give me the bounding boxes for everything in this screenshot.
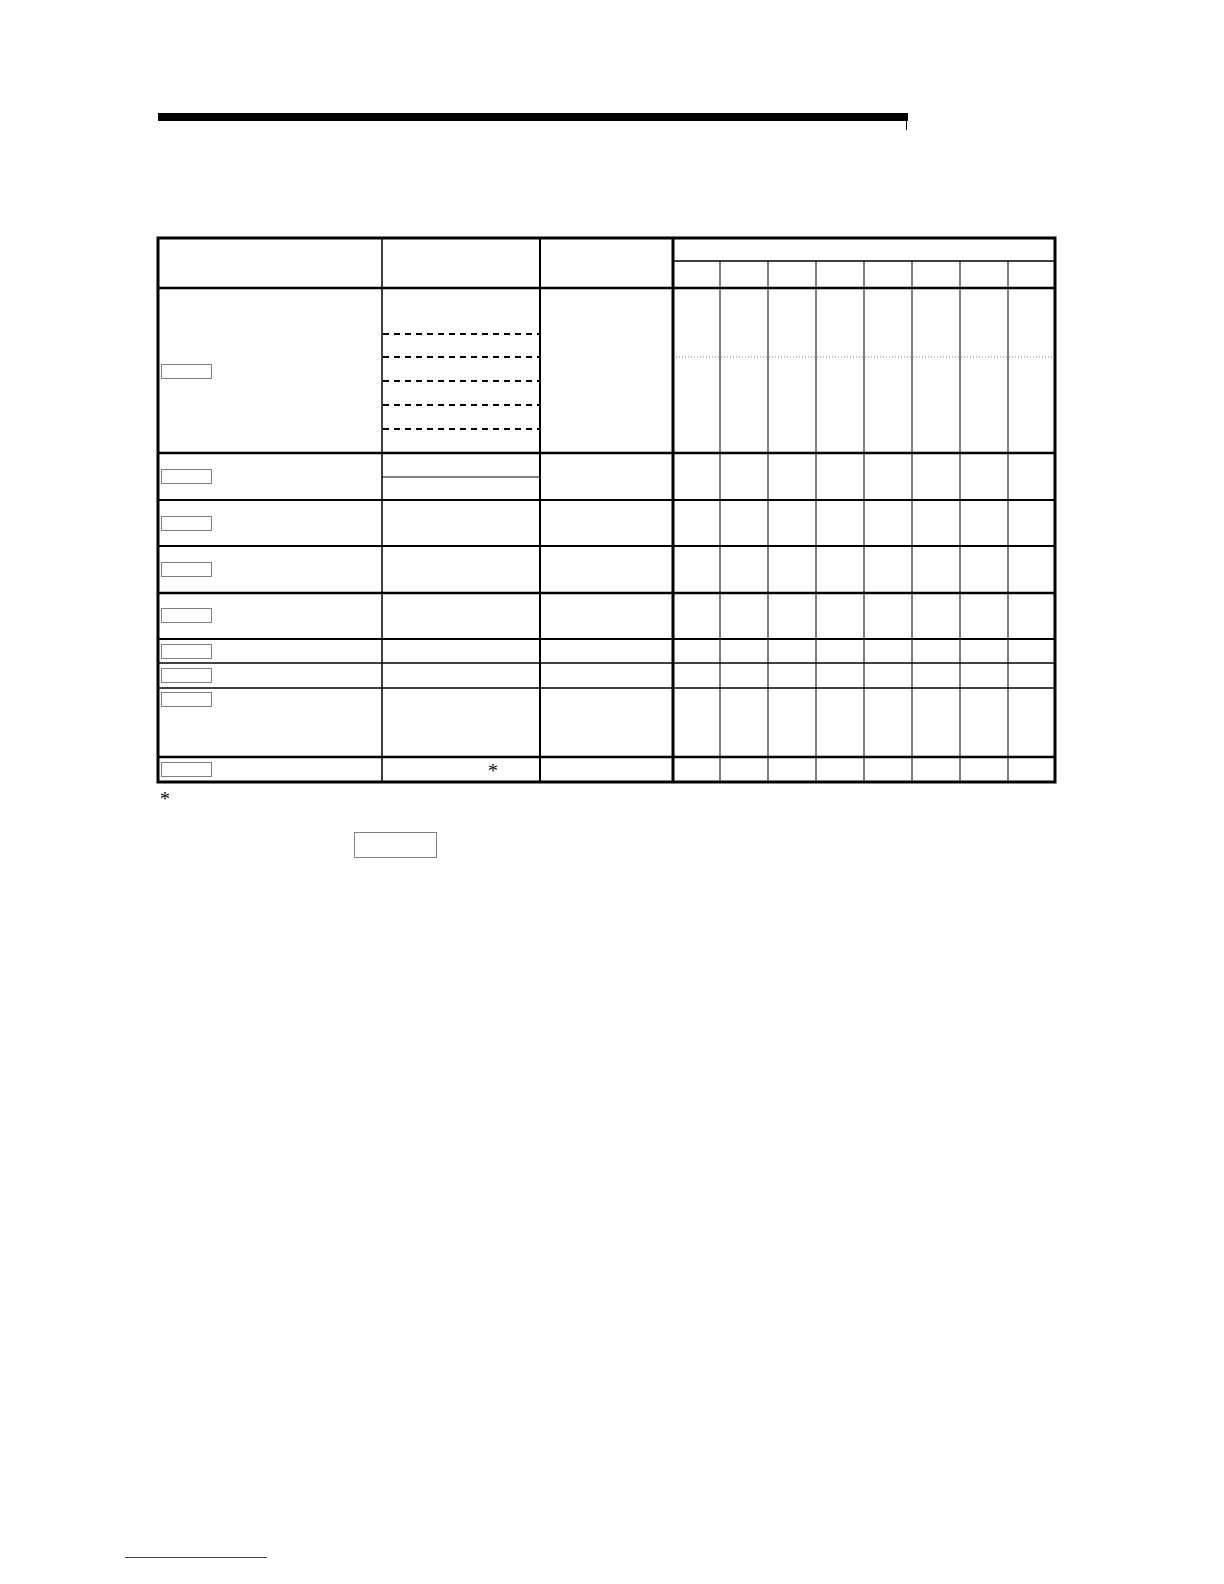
row-reference-box: [161, 608, 212, 623]
row-reference-box: [161, 644, 212, 659]
row-reference-box: [161, 762, 212, 777]
row-reference-box: [161, 469, 212, 484]
row-reference-box: [161, 364, 212, 379]
row-reference-box: [161, 668, 212, 683]
footer-link-underline[interactable]: [125, 1557, 267, 1558]
row-reference-box: [161, 692, 212, 707]
row-reference-box: [161, 516, 212, 531]
footnote-marker: *: [160, 788, 170, 810]
footnote-reference-box: [354, 832, 437, 858]
row-reference-box: [161, 562, 212, 577]
table-footnote-marker: *: [488, 760, 498, 782]
